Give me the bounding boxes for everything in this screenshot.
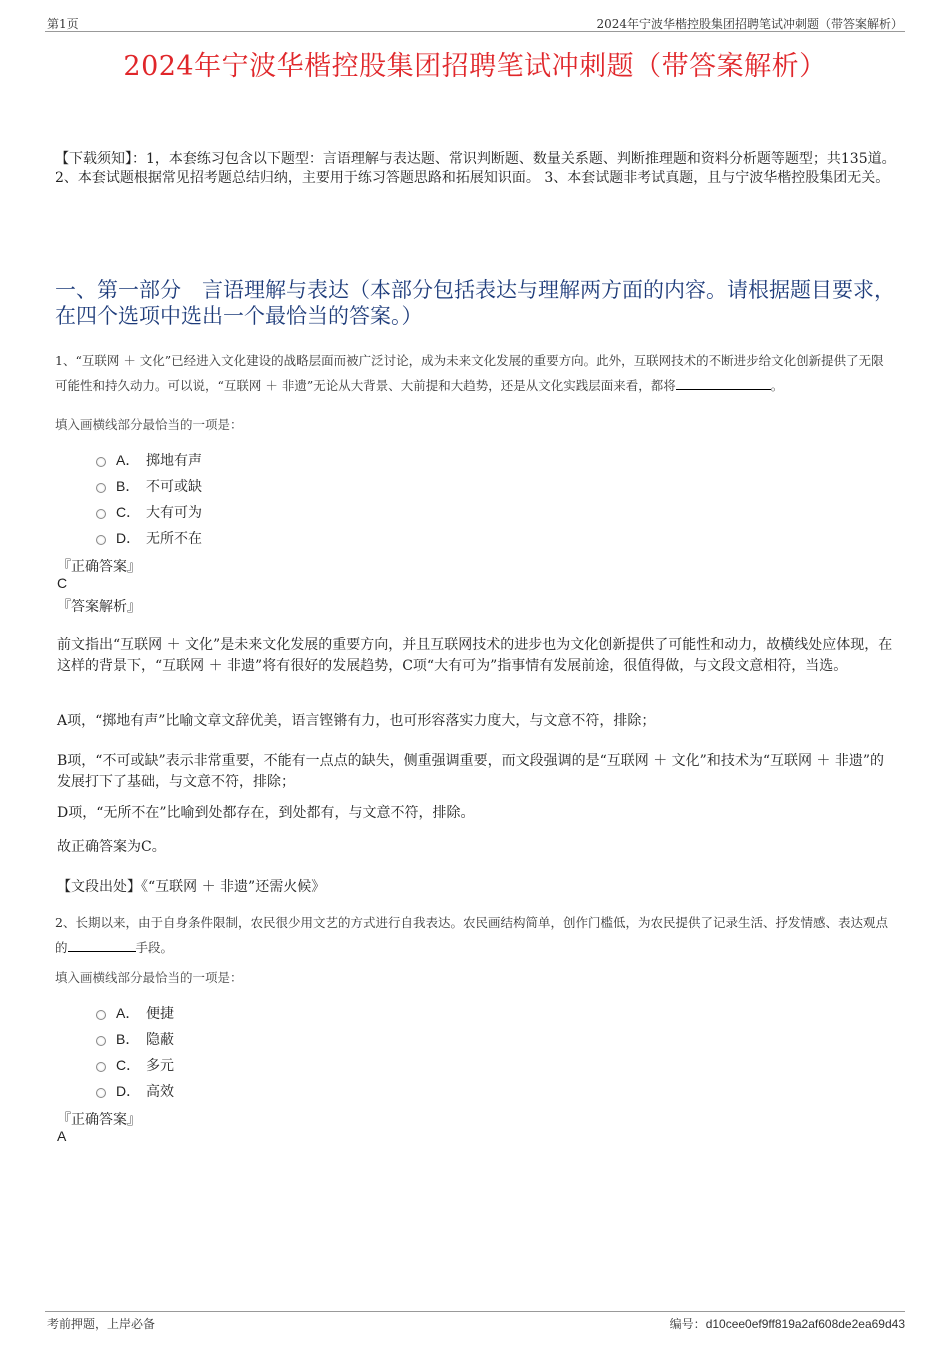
question-2-answer: A <box>57 1128 67 1144</box>
question-2-option-c[interactable] <box>96 1055 174 1075</box>
question-1-source: 【文段出处】《“互联网 ＋ 非遗”还需火候》 <box>57 879 326 895</box>
option-text: 多元 <box>146 1058 174 1074</box>
question-2-answer-tag: 『正确答案』 <box>57 1112 141 1128</box>
download-notice: 【下载须知】：1，本套练习包含以下题型：言语理解与表达题、常识判断题、数量关系题、判断推理题和资料分析题等题型；共135道。 2、本套试题根据常见招考题总结归纳，主要用于练习答题思路和拓展知识面。 3、本套试题非考试真题，且与宁波华楷控股集团无关。 <box>55 151 896 186</box>
footer-code-value: d10cee0ef9ff819a2af608de2ea69d43 <box>705 1317 905 1331</box>
radio-icon[interactable] <box>96 509 106 519</box>
section-heading: 一、第一部分 言语理解与表达（本部分包括表达与理解两方面的内容。请根据题目要求，在四个选项中选出一个最恰当的答案。） <box>55 278 895 328</box>
question-1-option-a[interactable] <box>96 450 202 470</box>
question-2-option-d[interactable] <box>96 1081 174 1101</box>
header-divider <box>45 31 905 32</box>
question-1-answer-tag: 『正确答案』 <box>57 559 141 575</box>
question-1-option-d[interactable] <box>96 528 202 548</box>
radio-icon[interactable] <box>96 1088 106 1098</box>
question-1-analysis-para: 前文指出“互联网 ＋ 文化”是未来文化发展的重要方向，并且互联网技术的进步也为文化创新提供了可能性和动力，故横线处应体现，在这样的背景下，“互联网 ＋ 非遗”将有很好的发展趋势，C项“大有可为”指事情有发展前途，很值得做，与文段文意相符，当选。 <box>57 637 893 674</box>
question-2-blank <box>68 937 136 952</box>
question-2-stem-end: 手段。 <box>135 940 174 955</box>
document-title: 2024年宁波华楷控股集团招聘笔试冲刺题（带答案解析） <box>123 51 827 82</box>
footer-divider <box>45 1311 905 1312</box>
option-text: 隐蔽 <box>146 1032 174 1048</box>
option-letter: A． <box>116 452 140 468</box>
radio-icon[interactable] <box>96 483 106 493</box>
option-letter: B． <box>116 478 140 494</box>
question-1-instruction: 填入画横线部分最恰当的一项是： <box>55 417 243 432</box>
header-doc-title: 2024年宁波华楷控股集团招聘笔试冲刺题（带答案解析） <box>596 17 903 31</box>
option-letter: C． <box>116 504 141 520</box>
option-text: 大有可为 <box>146 505 202 521</box>
question-1-analysis-tag: 『答案解析』 <box>57 599 141 615</box>
question-1-analysis-para: A项，“掷地有声”比喻文章文辞优美，语言铿锵有力，也可形容落实力度大，与文意不符，排除； <box>57 713 656 729</box>
question-1-stem <box>55 348 895 398</box>
option-text: 高效 <box>146 1084 174 1100</box>
question-2-option-a[interactable] <box>96 1003 174 1023</box>
question-2-text: 2、长期以来，由于自身条件限制，农民很少用文艺的方式进行自我表达。农民画结构简单，创作门槛低，为农民提供了记录生活、抒发情感、表达观点的 <box>55 915 888 955</box>
option-letter: D． <box>116 530 141 546</box>
option-text: 便捷 <box>146 1006 174 1022</box>
footer-slogan: 考前押题，上岸必备 <box>47 1317 156 1331</box>
option-letter: C． <box>116 1057 141 1073</box>
option-letter: A． <box>116 1005 140 1021</box>
radio-icon[interactable] <box>96 1036 106 1046</box>
question-2-instruction: 填入画横线部分最恰当的一项是： <box>55 970 243 985</box>
page-number: 第1页 <box>47 17 79 31</box>
question-1-answer: C <box>57 575 68 591</box>
question-1-analysis-para: B项，“不可或缺”表示非常重要，不能有一点点的缺失，侧重强调重要，而文段强调的是“互联网 ＋ 文化”和技术为“互联网 ＋ 非遗”的发展打下了基础，与文意不符，排除； <box>57 753 885 790</box>
question-1-option-c[interactable] <box>96 502 202 522</box>
question-2-stem <box>55 910 895 960</box>
question-1-text: 1、“互联网 ＋ 文化”已经进入文化建设的战略层面而被广泛讨论，成为未来文化发展的重要方向。此外，互联网技术的不断进步给文化创新提供了无限可能性和持久动力。可以说，“互联网 ＋ 非遗”无论从大背景、大前提和大趋势，还是从文化实践层面来看，都将 <box>55 353 884 393</box>
option-text: 无所不在 <box>146 531 202 547</box>
question-1-analysis-para: 故正确答案为C。 <box>57 839 166 855</box>
question-1-blank <box>676 375 771 390</box>
question-2-option-b[interactable] <box>96 1029 174 1049</box>
footer-code-label: 编号： <box>669 1317 706 1331</box>
option-text: 掷地有声 <box>146 453 202 469</box>
radio-icon[interactable] <box>96 535 106 545</box>
question-1-analysis-para: D项，“无所不在”比喻到处都存在，到处都有，与文意不符，排除。 <box>57 805 475 821</box>
option-letter: B． <box>116 1031 140 1047</box>
radio-icon[interactable] <box>96 1062 106 1072</box>
radio-icon[interactable] <box>96 457 106 467</box>
radio-icon[interactable] <box>96 1010 106 1020</box>
footer-code <box>670 1315 905 1332</box>
question-1-stem-end: 。 <box>770 378 784 393</box>
option-letter: D． <box>116 1083 141 1099</box>
question-1-option-b[interactable] <box>96 476 202 496</box>
option-text: 不可或缺 <box>146 479 202 495</box>
